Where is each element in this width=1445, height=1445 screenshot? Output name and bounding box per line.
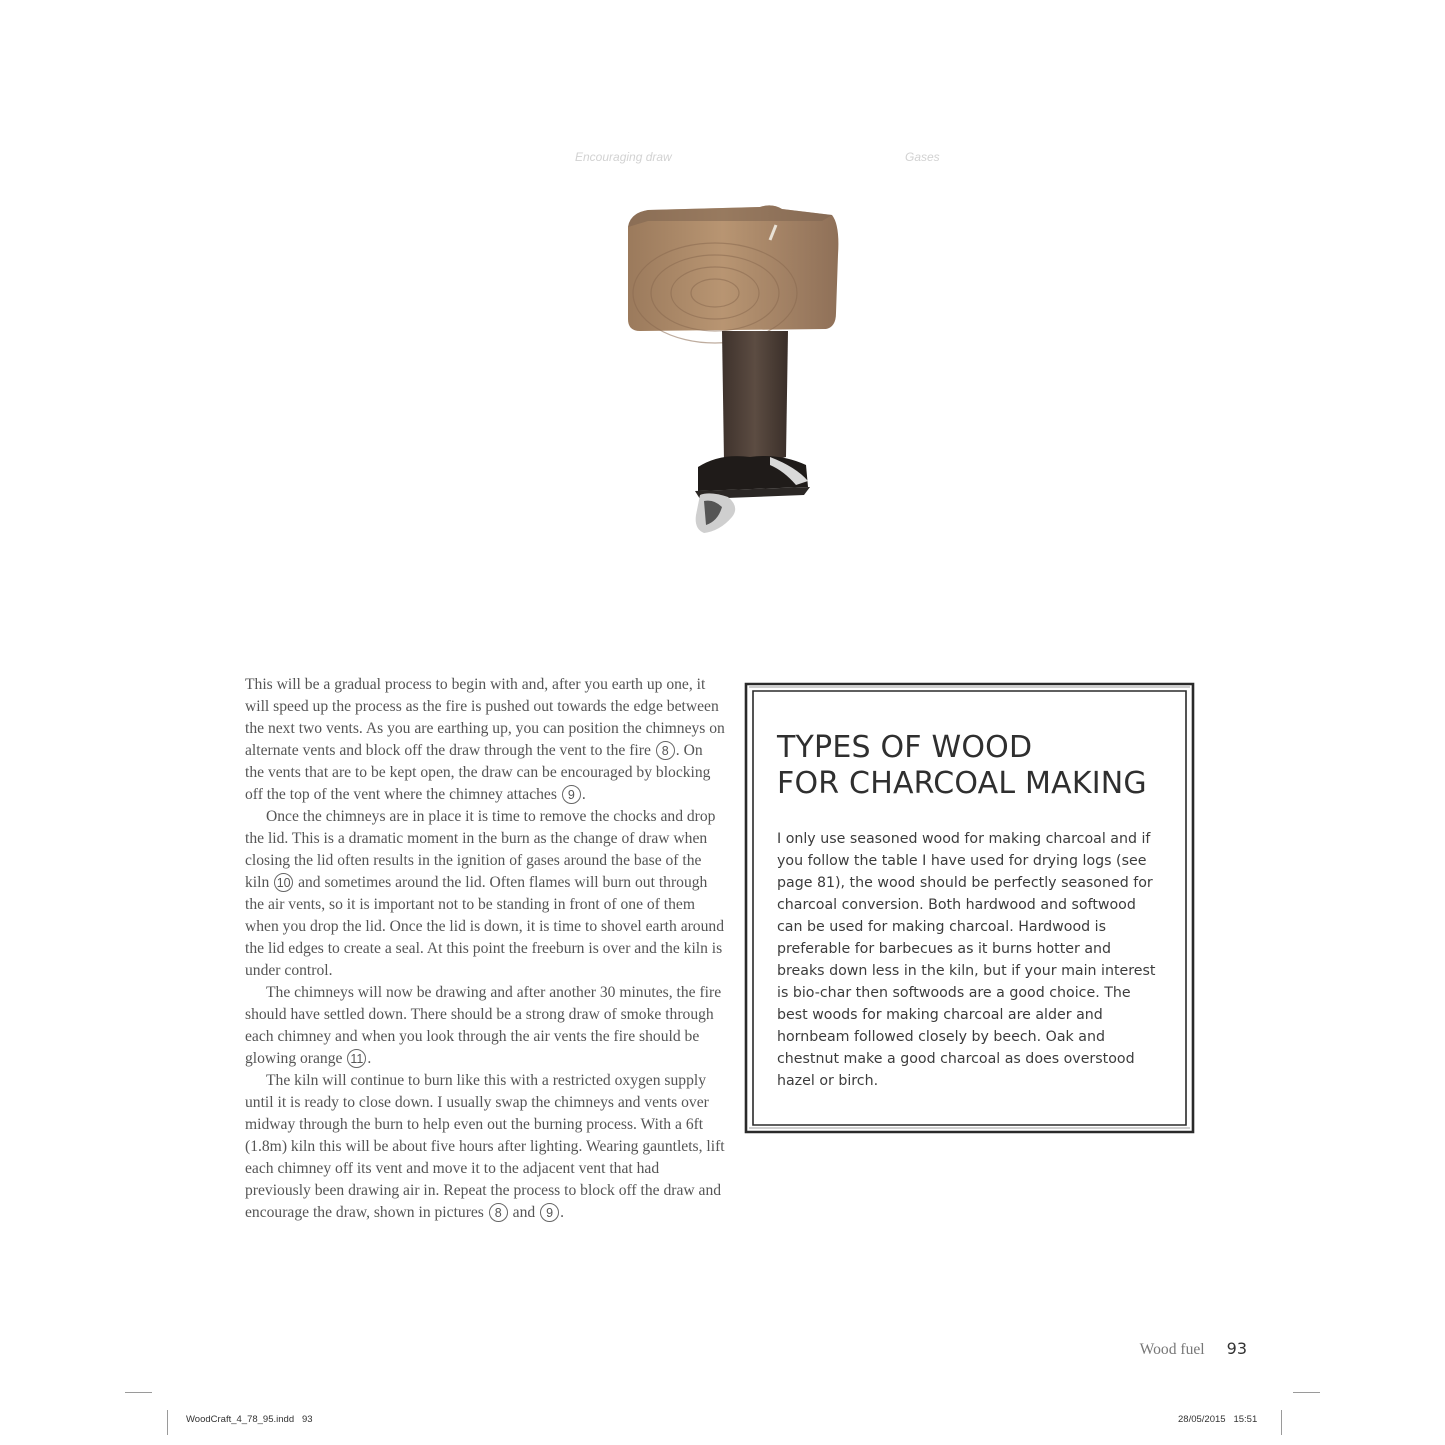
picture-reference: 11 (347, 1049, 366, 1068)
figure-caption-right: Gases (905, 150, 940, 164)
body-paragraph (245, 674, 725, 806)
picture-reference: 9 (540, 1203, 559, 1222)
body-text (245, 674, 725, 1224)
sidebar-text: I only use seasoned wood for making charcoal and if you follow the table I have used for drying logs (see page 81), the wood should be perfectly seasoned for charcoal conversion. Both hardwood and softwood can be used for making charcoal. Hardwood is preferable for barbecues as it burns hotter and breaks down less in the kiln, but if your main interest is bio-char then softwoods are a good choice. The best woods for making charcoal are alder and hornbeam followed closely by beech. Oak and chestnut make a good charcoal as does overstood hazel or birch. (777, 831, 1156, 1089)
body-text-run: and sometimes around the lid. Often flames will burn out through the air vents, so it is important not to be standing in front of one of them when you drop the lid. Once the lid is down, it is time to shovel earth around the lid edges to create a seal. At this point the freeburn is over and the kiln is under control. (245, 874, 724, 979)
sidebar-title-line1: TYPES OF WOOD (777, 730, 1033, 765)
body-text-run: Once the chimneys are in place it is time to remove the chocks and drop the lid. This is a dramatic moment in the burn as the change of draw when closing the lid often results in the ignition of gases around the base of the kiln (245, 808, 716, 891)
body-text-run: The chimneys will now be drawing and after another 30 minutes, the fire should have settled down. There should be a strong draw of smoke through each chimney and when you look through the air vents the fire should be glowing orange (245, 984, 722, 1067)
body-paragraph (245, 982, 725, 1070)
body-text-run: . (367, 1050, 372, 1067)
sidebar-title (777, 730, 1177, 802)
page-number: 93 (1226, 1339, 1247, 1358)
body-text-run: . On the vents that are to be kept open, the draw can be encouraged by blocking off the top of the vent where the chimney attaches (245, 742, 711, 803)
body-text-run: . (581, 786, 586, 803)
picture-reference: 10 (274, 873, 293, 892)
slug-file: WoodCraft_4_78_95.indd 93 (186, 1414, 313, 1425)
body-paragraph (245, 1070, 725, 1224)
sidebar-box (744, 682, 1196, 1134)
body-text-run: This will be a gradual process to begin with and, after you earth up one, it will speed up the process as the fire is pushed out towards the edge between the next two vents. As you are earthing up, you can position the chimneys on alternate vents and block off the draw through the vent to the fire (245, 676, 725, 759)
figure-caption-left: Encouraging draw (575, 150, 672, 164)
section-name: Wood fuel (1139, 1341, 1205, 1358)
crop-mark-left-vertical (167, 1410, 168, 1435)
slug-timestamp: 28/05/2015 15:51 (1178, 1414, 1258, 1425)
crop-mark-right (1293, 1392, 1320, 1393)
page-footer (1140, 1339, 1247, 1359)
picture-reference: 9 (562, 785, 581, 804)
body-text-run: The kiln will continue to burn like this with a restricted oxygen supply until it is ready to close down. I usually swap the chimneys and vents over midway through the burn to help even out the burning process. With a 6ft (1.8m) kiln this will be about five hours after lighting. Wearing gauntlets, lift each chimney off its vent and move it to the adjacent vent that had previously been drawing air in. Repeat the process to block off the draw and encourage the draw, shown in pictures (245, 1072, 725, 1221)
picture-reference: 8 (656, 741, 675, 760)
crop-mark-right-vertical (1281, 1410, 1282, 1435)
picture-reference: 8 (489, 1203, 508, 1222)
body-text-run: and (508, 1204, 540, 1221)
chock-photo (600, 195, 860, 540)
body-text-run: . (560, 1204, 564, 1221)
sidebar-title-line2: FOR CHARCOAL MAKING (777, 766, 1147, 801)
crop-mark-left (125, 1392, 152, 1393)
body-paragraph (245, 806, 725, 982)
